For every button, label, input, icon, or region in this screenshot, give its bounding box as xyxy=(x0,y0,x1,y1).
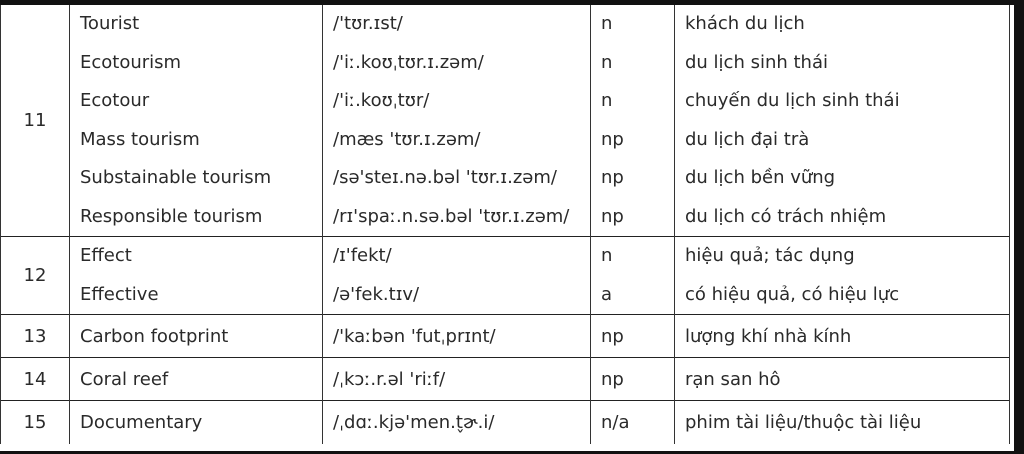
word: Ecotourism xyxy=(80,51,182,73)
part-of-speech: np xyxy=(601,128,624,150)
pronunciation: /ə'fek.tɪv/ xyxy=(333,283,420,305)
row-number: 11 xyxy=(1,5,70,237)
pronunciation: /mæs 'tʊr.ɪ.zəm/ xyxy=(333,128,481,150)
meaning: chuyến du lịch sinh thái xyxy=(685,90,900,111)
word: Effective xyxy=(80,283,159,305)
part-of-speech: a xyxy=(601,283,613,305)
meaning: du lịch đại trà xyxy=(685,128,810,150)
table-row-group xyxy=(1,5,1010,237)
meaning: hiệu quả; tác dụng xyxy=(685,245,855,266)
meaning: du lịch có trách nhiệm xyxy=(685,205,887,227)
meaning-cell xyxy=(675,5,1010,237)
table-row xyxy=(1,237,1010,315)
table-row xyxy=(1,315,1010,358)
meaning: có hiệu quả, có hiệu lực xyxy=(685,283,900,305)
table-row xyxy=(1,358,1010,401)
table-row xyxy=(1,5,1010,237)
word: Mass tourism xyxy=(80,128,200,150)
word: Documentary xyxy=(70,401,323,444)
pronunciation: /'iː.koʊˌtʊr/ xyxy=(333,90,430,111)
part-of-speech: np xyxy=(591,315,675,358)
pronunciation: /'tʊr.ɪst/ xyxy=(333,13,403,34)
meaning: du lịch sinh thái xyxy=(685,51,828,73)
part-of-speech: n xyxy=(601,90,613,111)
word: Responsible tourism xyxy=(80,205,263,227)
table-row-group xyxy=(1,315,1010,358)
pronunciation: /rɪ'spaː.n.sə.bəl 'tʊr.ɪ.zəm/ xyxy=(333,205,570,227)
part-of-speech: np xyxy=(601,205,624,227)
pronunciation: /sə'steɪ.nə.bəl 'tʊr.ɪ.zəm/ xyxy=(333,167,557,188)
part-of-speech: n/a xyxy=(591,401,675,444)
pos-cell xyxy=(591,5,675,237)
pronunciation: /'kaːbən 'futˌprɪnt/ xyxy=(323,315,591,358)
pronunciation: /ɪ'fekt/ xyxy=(333,245,392,266)
vocabulary-table xyxy=(0,5,1010,444)
row-number: 12 xyxy=(1,237,70,315)
meaning: lượng khí nhà kính xyxy=(675,315,1010,358)
part-of-speech: n xyxy=(601,13,613,34)
word: Carbon footprint xyxy=(70,315,323,358)
part-of-speech: n xyxy=(601,51,613,73)
pos-cell xyxy=(591,237,675,315)
pronunciation: /'iː.koʊˌtʊr.ɪ.zəm/ xyxy=(333,51,484,73)
table-row-group xyxy=(1,358,1010,401)
word: Ecotour xyxy=(80,90,150,111)
part-of-speech: np xyxy=(601,167,624,188)
row-number: 14 xyxy=(1,358,70,401)
meaning-cell xyxy=(675,237,1010,315)
table-row-group xyxy=(1,401,1010,444)
meaning: rạn san hô xyxy=(675,358,1010,401)
word: Substainable tourism xyxy=(80,167,272,188)
right-border xyxy=(1014,0,1024,454)
pronunciation: /ˌkɔː.r.əl 'riːf/ xyxy=(323,358,591,401)
table-row-group xyxy=(1,237,1010,315)
ipa-cell xyxy=(323,5,591,237)
meaning: du lịch bền vững xyxy=(685,167,836,188)
table-row xyxy=(1,401,1010,444)
meaning: khách du lịch xyxy=(685,13,805,34)
row-number: 15 xyxy=(1,401,70,444)
word: Effect xyxy=(80,245,132,266)
meaning: phim tài liệu/thuộc tài liệu xyxy=(675,401,1010,444)
ipa-cell xyxy=(323,237,591,315)
word-cell xyxy=(70,5,323,237)
pronunciation: /ˌdɑː.kjə'men.t̬ɚ.i/ xyxy=(323,401,591,444)
part-of-speech: np xyxy=(591,358,675,401)
word: Coral reef xyxy=(70,358,323,401)
part-of-speech: n xyxy=(601,245,613,266)
word-cell xyxy=(70,237,323,315)
word: Tourist xyxy=(80,13,140,34)
row-number: 13 xyxy=(1,315,70,358)
